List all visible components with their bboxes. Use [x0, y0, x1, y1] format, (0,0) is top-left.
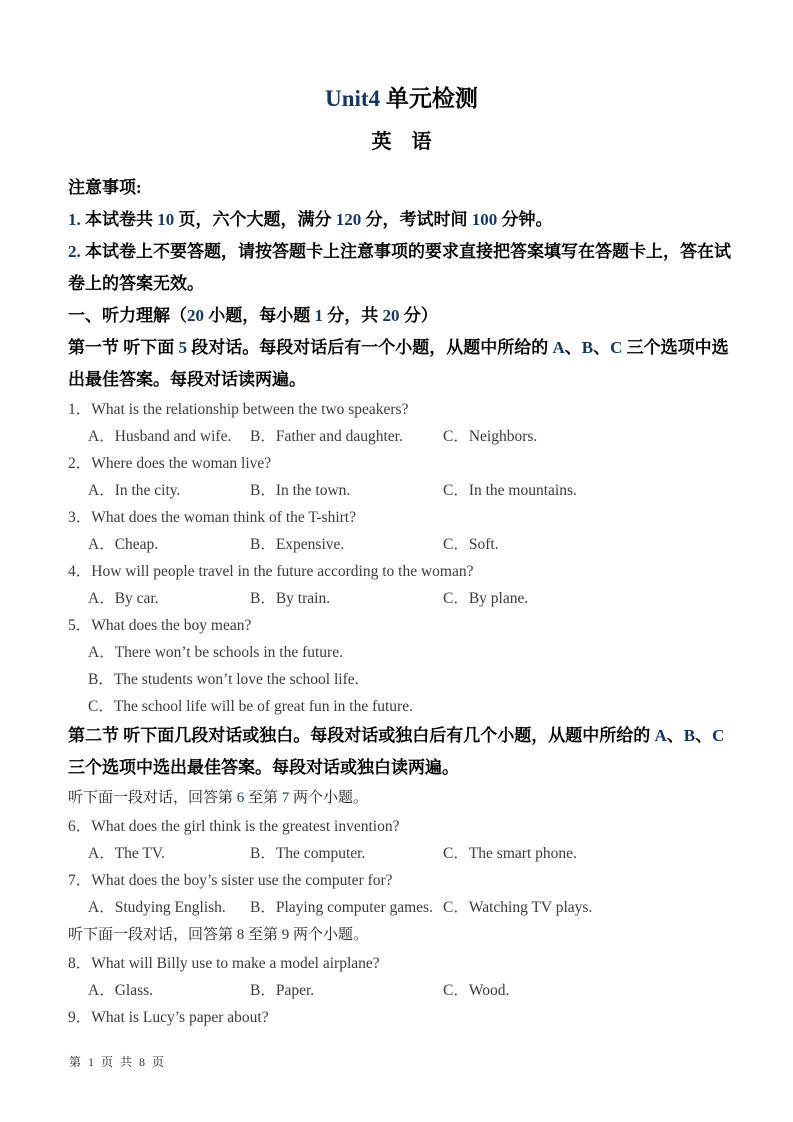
question-6 [68, 813, 735, 867]
question-2-option-b: B．In the town. [250, 482, 351, 499]
question-8-option-c: C．Wood. [443, 982, 510, 999]
question-2 [68, 450, 735, 504]
question-6-option-a: A．The TV. [88, 845, 165, 862]
question-8 [68, 950, 735, 1004]
question-8-options [68, 977, 735, 1004]
question-8-text: 8．What will Billy use to make a model airplane? [68, 955, 380, 972]
question-1-options [68, 423, 735, 450]
part-2-instructions: 第二节 听下面几段对话或独白。每段对话或独白后有几个小题，从题中所给的 A、B、C 三个选项中选出最佳答案。每段对话或独白读两遍。 [68, 726, 725, 777]
question-3 [68, 504, 735, 558]
question-3-options [68, 531, 735, 558]
question-7-options [68, 894, 735, 921]
question-6-option-b: B．The computer. [250, 845, 366, 862]
question-8-option-a: A．Glass. [88, 982, 154, 999]
page-footer: 第 1 页 共 8 页 [69, 1055, 167, 1069]
part-1-instructions: 第一节 听下面 5 段对话。每段对话后有一个小题，从题中所给的 A、B、C 三个选项中选出最佳答案。每段对话读两遍。 [68, 338, 729, 389]
page-title: Unit4 单元检测 [325, 86, 478, 111]
question-4 [68, 558, 735, 612]
question-3-option-b: B．Expensive. [250, 536, 345, 553]
question-4-text: 4．How will people travel in the future according to the woman? [68, 563, 474, 580]
question-7-text: 7．What does the boy’s sister use the computer for? [68, 872, 393, 889]
question-7-option-c: C．Watching TV plays. [443, 899, 593, 916]
question-3-option-a: A．Cheap. [88, 536, 159, 553]
question-5-option-b: B．The students won’t love the school life. [88, 671, 359, 688]
dialogue-hint-6-7: 听下面一段对话，回答第 6 至第 7 两个小题。 [68, 790, 369, 806]
question-3-text: 3．What does the woman think of the T-shirt? [68, 509, 356, 526]
question-4-options [68, 585, 735, 612]
question-5 [68, 612, 735, 720]
question-1-option-b: B．Father and daughter. [250, 428, 403, 445]
question-9-text: 9．What is Lucy’s paper about? [68, 1009, 269, 1026]
question-2-options [68, 477, 735, 504]
question-4-option-c: C．By plane. [443, 590, 529, 607]
question-9 [68, 1004, 735, 1031]
question-7-option-b: B．Playing computer games. [250, 899, 433, 916]
question-8-option-b: B．Paper. [250, 982, 315, 999]
question-2-option-c: C．In the mountains. [443, 482, 577, 499]
notice-item-2: 2. 本试卷上不要答题，请按答题卡上注意事项的要求直接把答案填写在答题卡上，答在试卷上的答案无效。 [68, 242, 731, 293]
question-5-text: 5．What does the boy mean? [68, 617, 252, 634]
dialogue-hint-8-9: 听下面一段对话，回答第 8 至第 9 两个小题。 [68, 927, 369, 943]
question-4-option-a: A．By car. [88, 590, 159, 607]
subject-title: 英 语 [371, 131, 432, 153]
question-1-text: 1．What is the relationship between the two speakers? [68, 401, 409, 418]
question-2-text: 2．Where does the woman live? [68, 455, 272, 472]
question-1-option-c: C．Neighbors. [443, 428, 538, 445]
question-6-option-c: C．The smart phone. [443, 845, 577, 862]
question-1-option-a: A．Husband and wife. [88, 428, 232, 445]
section-1-heading: 一、听力理解（20 小题，每小题 1 分，共 20 分） [68, 306, 438, 325]
question-5-options [68, 639, 735, 720]
notices-heading: 注意事项: [68, 178, 142, 197]
question-7-option-a: A．Studying English. [88, 899, 226, 916]
question-6-text: 6．What does the girl think is the greatest invention? [68, 818, 400, 835]
question-5-option-c: C．The school life will be of great fun in the future. [88, 698, 413, 715]
question-3-option-c: C．Soft. [443, 536, 499, 553]
notice-item-1: 1. 本试卷共 10 页，六个大题，满分 120 分，考试时间 100 分钟。 [68, 210, 553, 229]
question-1 [68, 396, 735, 450]
question-7 [68, 867, 735, 921]
question-4-option-b: B．By train. [250, 590, 331, 607]
question-5-option-a: A．There won’t be schools in the future. [88, 644, 343, 661]
question-2-option-a: A．In the city. [88, 482, 181, 499]
question-6-options [68, 840, 735, 867]
